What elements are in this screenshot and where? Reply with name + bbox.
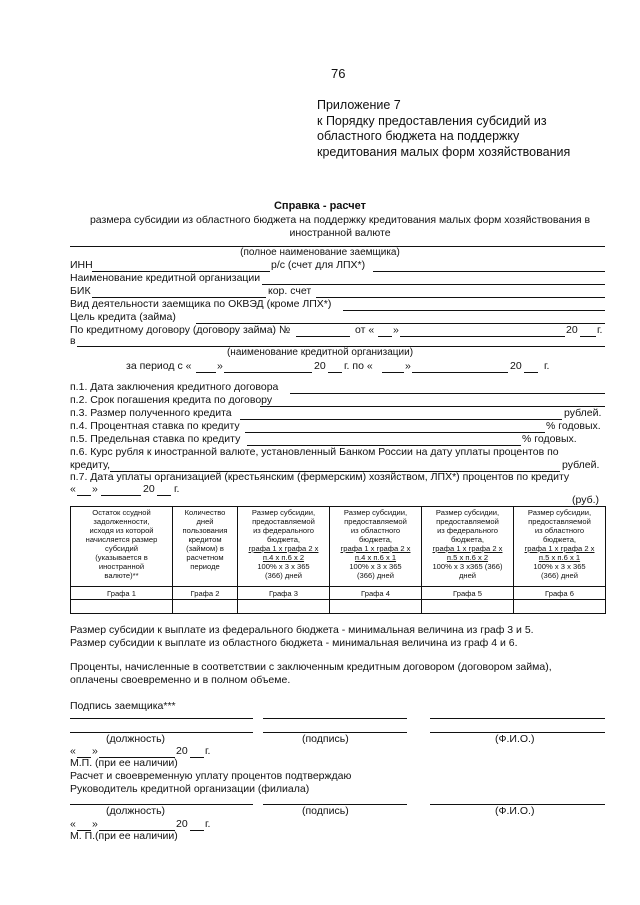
table-cell[interactable] <box>514 600 606 614</box>
contract-day-line <box>378 336 392 337</box>
bank-head-label: Руководитель кредитной организации (филиала) <box>70 783 310 795</box>
bank-name-line <box>262 284 605 285</box>
confirm-note: Расчет и своевременную уплату процентов подтверждаю <box>70 770 352 782</box>
table-cell[interactable] <box>173 600 238 614</box>
item-p3-unit: рублей. <box>564 407 602 419</box>
item-p3-line <box>240 419 562 420</box>
corr-account-label: кор. счет <box>268 285 312 297</box>
page-number: 76 <box>331 66 346 81</box>
item-p7-close: » <box>92 483 98 495</box>
corr-account-line <box>316 297 605 298</box>
item-p3: п.3. Размер полученного кредита <box>70 407 232 419</box>
signature-line <box>430 718 605 719</box>
period-from-year-line <box>328 372 342 373</box>
fio-caption: (Ф.И.О.) <box>495 733 535 745</box>
document-title: Справка - расчет <box>273 200 366 212</box>
currency-note: (руб.) <box>572 494 600 506</box>
table-header-cell: Количество дней пользования кредитом (займом) в расчетном периоде <box>173 507 238 587</box>
appendix-block <box>317 98 570 160</box>
period-from-year: 20 <box>314 360 326 372</box>
position-caption: (должность) <box>106 733 166 745</box>
period-from-month-line <box>224 372 312 373</box>
table-label-cell: Графа 5 <box>422 587 514 600</box>
purpose-label: Цель кредита (займа) <box>70 311 176 323</box>
note-interest-cont: оплачены своевременно и в полном объеме. <box>70 674 291 686</box>
bank-date-close: » <box>92 818 98 830</box>
item-p6-cont: кредиту, <box>70 459 111 471</box>
table-label-cell: Графа 2 <box>173 587 238 600</box>
sign-date-year-line <box>190 757 204 758</box>
item-p2-line <box>260 406 605 407</box>
contract-year-prefix: 20 <box>566 324 578 336</box>
table-header-cell: Размер субсидии, предоставляемой из областного бюджета, графа 1 х графа 2 х п.4 х п.6 х 1 100% х 3 х 365 (366) дней <box>330 507 422 587</box>
period-to-close: » <box>405 360 411 372</box>
period-to-day-line <box>382 372 404 373</box>
contract-month-line <box>400 336 565 337</box>
table-label-cell: Графа 3 <box>238 587 330 600</box>
table-cell[interactable] <box>422 600 514 614</box>
item-p4-unit: % годовых. <box>546 420 601 432</box>
table-header-row <box>71 507 606 587</box>
borrower-caption: (полное наименование заемщика) <box>240 247 400 258</box>
item-p2: п.2. Срок погашения кредита по договору <box>70 394 273 406</box>
table-label-cell: Графа 1 <box>71 587 173 600</box>
appendix-line: областного бюджета на поддержку <box>317 129 520 143</box>
signature-caption: (подпись) <box>302 733 349 745</box>
period-to-g: г. <box>544 360 550 372</box>
table-label-row <box>71 587 606 600</box>
contract-number-line <box>296 336 350 337</box>
signature-line <box>70 718 253 719</box>
stamp-note: М.П. (при ее наличии) <box>70 757 178 769</box>
item-p5: п.5. Предельная ставка по кредиту <box>70 433 241 445</box>
period-to-month-line <box>412 372 508 373</box>
item-p6: п.6. Курс рубля к иностранной валюте, установленный Банком России на дату уплаты процентов по <box>70 446 559 458</box>
period-from: за период с « <box>126 360 192 372</box>
item-p7: п.7. Дата уплаты организацией (крестьянским (фермерским) хозяйством, ЛПХ*) процентов по кредиту <box>70 471 570 483</box>
fio-caption: (Ф.И.О.) <box>495 805 535 817</box>
inn-label: ИНН <box>70 259 93 271</box>
sign-date-year: 20 <box>176 745 188 757</box>
table-header-cell: Размер субсидии, предоставляемой из федерального бюджета, графа 1 х графа 2 х п.5 х п.6 х 2 100% х 3 х365 (366) дней <box>422 507 514 587</box>
in-prefix: в <box>70 335 76 347</box>
account-line <box>373 271 605 272</box>
subsidy-table <box>70 506 606 614</box>
note-regional: Размер субсидии к выплате из областного бюджета - минимальная величина из граф 4 и 6. <box>70 637 518 649</box>
item-p5-unit: % годовых. <box>522 433 577 445</box>
period-to: г. по « <box>344 360 373 372</box>
appendix-line: Приложение 7 <box>317 98 401 112</box>
bik-label: БИК <box>70 285 91 297</box>
item-p7-month-line <box>101 495 141 496</box>
table-header-cell: Размер субсидии, предоставляемой из областного бюджета, графа 1 х графа 2 х п.5 х п.6 х 1 100% х 3 х 365 (366) дней <box>514 507 606 587</box>
table-label-cell: Графа 6 <box>514 587 606 600</box>
appendix-line: кредитования малых форм хозяйствования <box>317 144 571 159</box>
sign-date-g: г. <box>205 745 211 757</box>
table-cell[interactable] <box>330 600 422 614</box>
note-federal: Размер субсидии к выплате из федерального бюджета - минимальная величина из граф 3 и 5. <box>70 624 534 636</box>
contract-year-suffix: г. <box>597 324 603 336</box>
document-subtitle: размера субсидии из областного бюджета на поддержку кредитования малых форм хозяйствования в иностранной валюте <box>89 214 591 239</box>
period-from-day-line <box>196 372 216 373</box>
item-p1-line <box>290 393 605 394</box>
contract-from: от « <box>355 324 375 336</box>
item-p6-unit: рублей. <box>562 459 600 471</box>
bank-name-label: Наименование кредитной организации <box>70 272 261 284</box>
item-p7-open: « <box>70 483 76 495</box>
bank-date-open: « <box>70 818 76 830</box>
position-caption: (должность) <box>106 805 166 817</box>
item-p7-year: 20 <box>143 483 155 495</box>
table-header-cell: Размер субсидии, предоставляемой из федерального бюджета, графа 1 х графа 2 х п.4 х п.6 х 2 100% х 3 х 365 (366) дней <box>238 507 330 587</box>
table-cell[interactable] <box>238 600 330 614</box>
item-p1: п.1. Дата заключения кредитного договора <box>70 381 279 393</box>
bank-date-year: 20 <box>176 818 188 830</box>
appendix-line: к Порядку предоставления субсидий из <box>317 113 547 128</box>
account-label: р/с (счет для ЛПХ*) <box>271 259 366 271</box>
item-p7-g: г. <box>174 483 180 495</box>
period-to-year-line <box>524 372 538 373</box>
activity-line <box>343 310 605 311</box>
activity-label: Вид деятельности заемщика по ОКВЭД (кроме ЛПХ*) <box>70 298 332 310</box>
period-to-year: 20 <box>510 360 522 372</box>
sign-date-close: » <box>92 745 98 757</box>
sign-date-open: « <box>70 745 76 757</box>
item-p7-day-line <box>77 495 91 496</box>
table-header-cell: Остаток ссудной задолженности, исходя из которой начисляется размер субсидий (указывается в иностранной валюте)** <box>71 507 173 587</box>
bank-date-year-line <box>190 830 204 831</box>
table-cell[interactable] <box>71 600 173 614</box>
stamp-note-2: М. П.(при ее наличии) <box>70 830 178 842</box>
table-row <box>71 600 606 614</box>
signature-caption: (подпись) <box>302 805 349 817</box>
item-p7-year-line <box>157 495 171 496</box>
period-from-close: » <box>217 360 223 372</box>
signature-line <box>263 718 407 719</box>
item-p4: п.4. Процентная ставка по кредиту <box>70 420 240 432</box>
item-p4-line <box>245 432 545 433</box>
table-label-cell: Графа 4 <box>330 587 422 600</box>
note-interest: Проценты, начисленные в соответствии с заключенным кредитным договором (договором займа), <box>70 661 552 673</box>
bank-caption: (наименование кредитной организации) <box>226 347 414 358</box>
contract-from-close: » <box>393 324 399 336</box>
bank-date-g: г. <box>205 818 211 830</box>
borrower-signature-label: Подпись заемщика*** <box>70 700 176 712</box>
contract-year-line <box>580 336 596 337</box>
contract-label: По кредитному договору (договору займа) № <box>70 324 291 336</box>
